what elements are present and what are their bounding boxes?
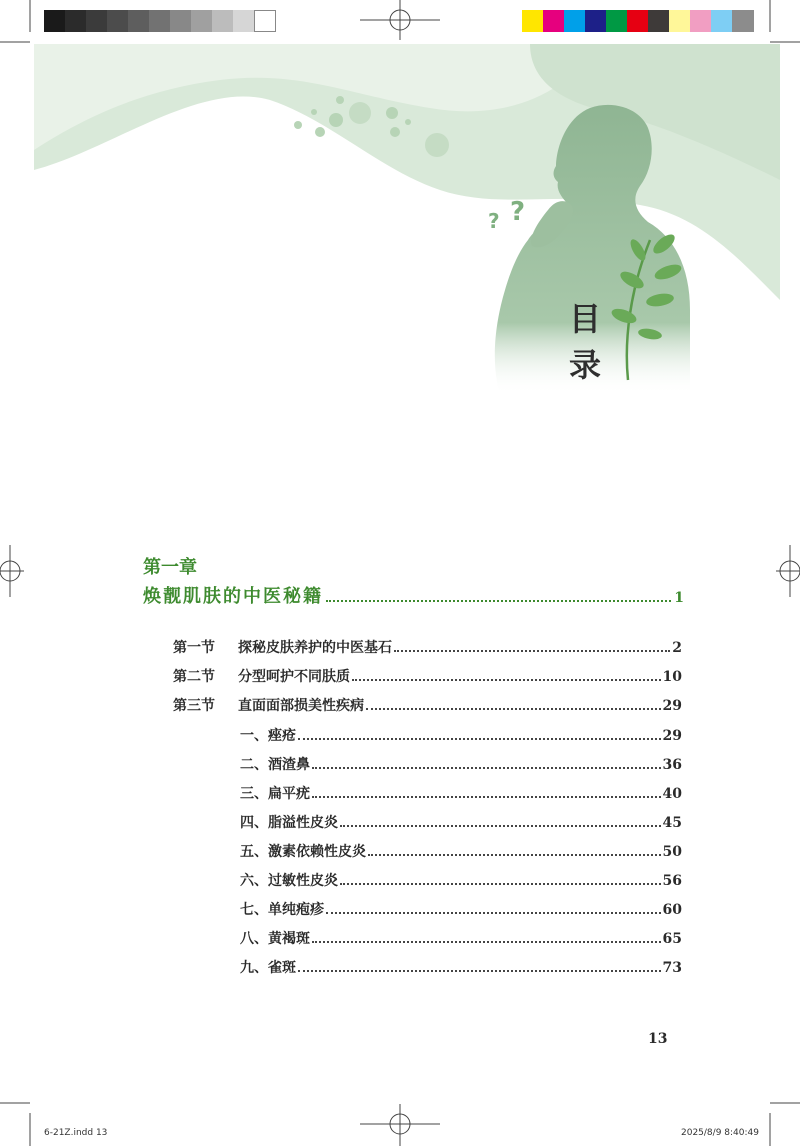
subsection-title: 八、黄褐斑 (240, 931, 310, 947)
dot-leader (312, 767, 661, 769)
header-illustration (0, 0, 800, 400)
chapter-page: 1 (674, 590, 684, 606)
section-title: 直面面部损美性疾病 (238, 698, 364, 714)
toc-title-char: 录 (568, 346, 601, 384)
chapter-title: 焕靓肌肤的中医秘籍 (143, 586, 323, 607)
subsection-page: 73 (662, 960, 682, 976)
subsection-page: 29 (662, 728, 682, 744)
subsection-entry[interactable] (240, 725, 682, 745)
section-page: 2 (672, 640, 682, 656)
bubble (390, 127, 400, 137)
section-label: 第三节 (173, 698, 215, 714)
section-title: 探秘皮肤养护的中医基石 (238, 640, 392, 656)
dot-leader (298, 970, 661, 972)
subsection-page: 50 (662, 844, 682, 860)
dot-leader (366, 708, 661, 710)
subsection-entry[interactable] (240, 841, 682, 861)
subsection-page: 40 (662, 786, 682, 802)
page-number: 13 (648, 1031, 668, 1047)
footer-file-info: 6-21Z.indd 13 (44, 1128, 108, 1138)
chapter-entry[interactable] (143, 582, 684, 608)
subsection-title: 一、痤疮 (240, 728, 296, 744)
subsection-title: 二、酒渣鼻 (240, 757, 310, 773)
subsection-entry[interactable] (240, 870, 682, 890)
dot-leader (298, 738, 661, 740)
dot-leader (368, 854, 661, 856)
subsection-title: 六、过敏性皮炎 (240, 873, 338, 889)
dot-leader (326, 600, 671, 602)
section-page: 10 (662, 669, 682, 685)
subsection-entry[interactable] (240, 928, 682, 948)
section-label: 第二节 (173, 669, 215, 685)
subsection-title: 九、雀斑 (240, 960, 296, 976)
section-title: 分型呵护不同肤质 (238, 669, 350, 685)
bubble (336, 96, 344, 104)
subsection-page: 45 (662, 815, 682, 831)
section-label: 第一节 (173, 640, 215, 656)
subsection-page: 56 (662, 873, 682, 889)
bubble (311, 109, 317, 115)
subsection-page: 60 (662, 902, 682, 918)
dot-leader (312, 941, 661, 943)
section-page: 29 (662, 698, 682, 714)
subsection-entry[interactable] (240, 783, 682, 803)
subsection-entry[interactable] (240, 754, 682, 774)
bubble (405, 119, 411, 125)
bubble (315, 127, 325, 137)
question-mark-icon: ? (488, 209, 500, 233)
subsection-title: 四、脂溢性皮炎 (240, 815, 338, 831)
subsection-entry[interactable] (240, 957, 682, 977)
question-mark-icon: ? (510, 197, 526, 227)
section-entry[interactable] (238, 637, 682, 657)
subsection-page: 65 (662, 931, 682, 947)
bubble (329, 113, 343, 127)
dot-leader (340, 883, 661, 885)
chapter-number: 第一章 (143, 557, 197, 578)
dot-leader (394, 650, 670, 652)
subsection-page: 36 (662, 757, 682, 773)
dot-leader (352, 679, 661, 681)
dot-leader (326, 912, 661, 914)
dot-leader (340, 825, 661, 827)
dot-leader (312, 796, 661, 798)
subsection-entry[interactable] (240, 812, 682, 832)
bubble (349, 102, 371, 124)
footer-timestamp: 2025/8/9 8:40:49 (681, 1128, 759, 1138)
bubble (386, 107, 398, 119)
bubble (294, 121, 302, 129)
subsection-entry[interactable] (240, 899, 682, 919)
bubble (425, 133, 449, 157)
section-entry[interactable] (238, 695, 682, 715)
subsection-title: 五、激素依赖性皮炎 (240, 844, 366, 860)
subsection-title: 七、单纯疱疹 (240, 902, 324, 918)
subsection-title: 三、扁平疣 (240, 786, 310, 802)
toc-title-char: 目 (568, 300, 601, 338)
section-entry[interactable] (238, 666, 682, 686)
